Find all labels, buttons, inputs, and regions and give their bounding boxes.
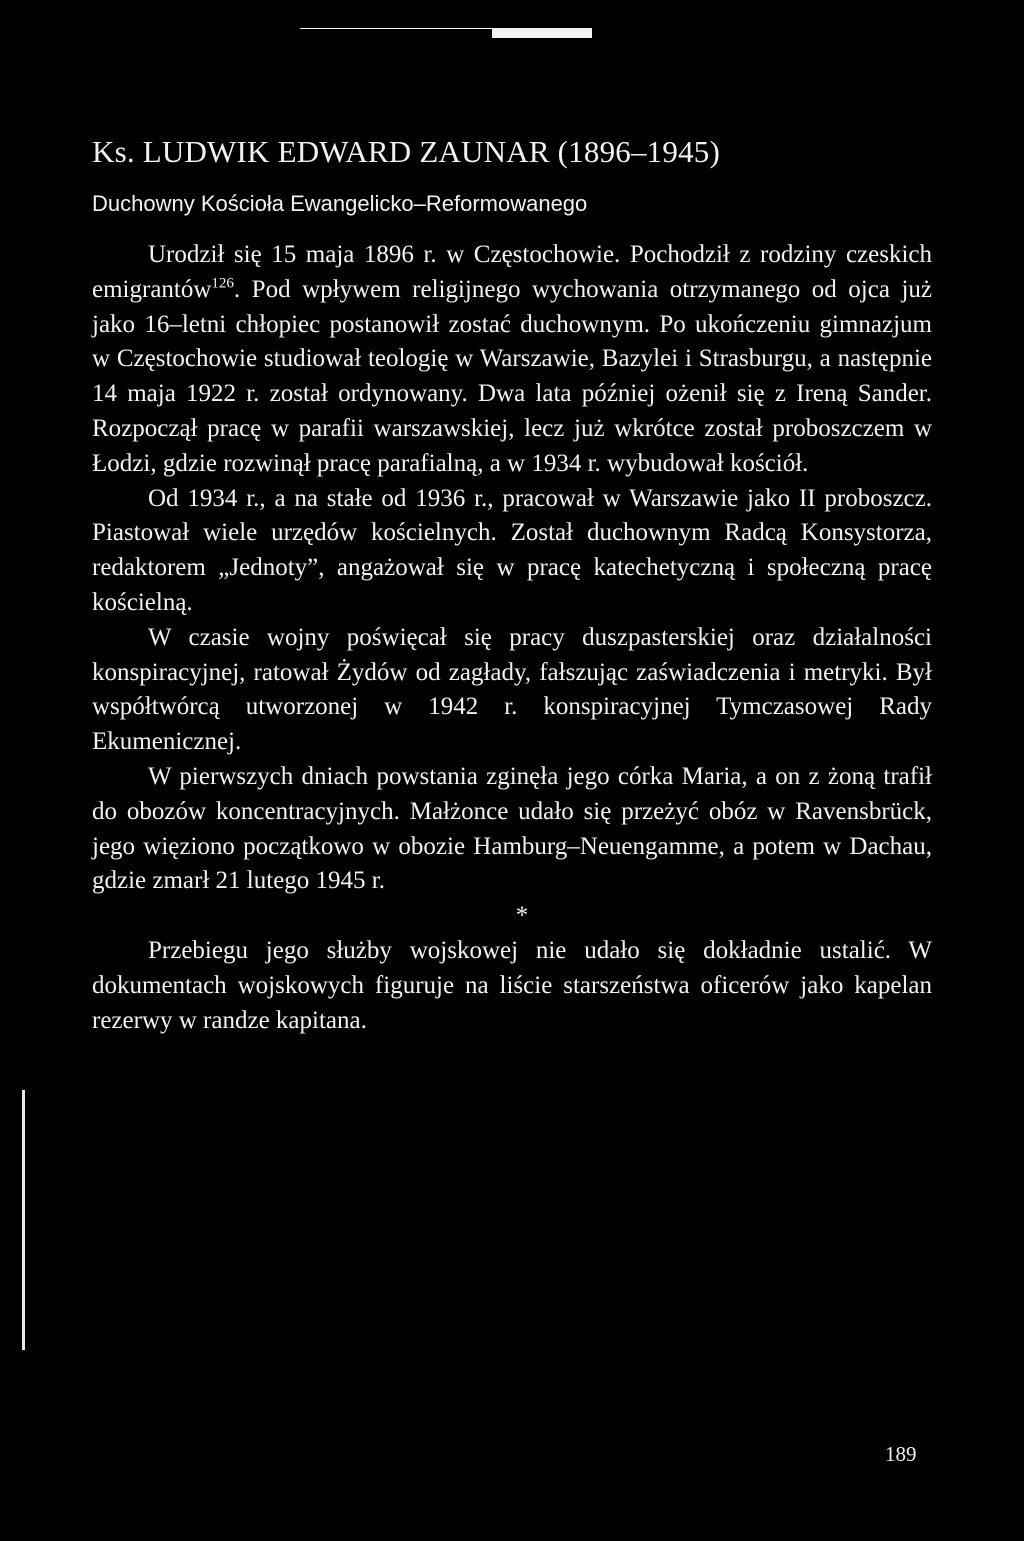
paragraph-1-text-b: . Pod wpływem religijnego wychowania otrzymanego od ojca już jako 16–letni chłopiec postanowił zostać duchownym. Po ukończeniu gimnazjum w Częstochowie studiował teologię w Warszawie, Bazylei i Strasburgu, a następnie 14 maja 1922 r. został ordynowany. Dwa lata później ożenił się z Ireną Sander. Rozpoczął pracę w parafii warszawskiej, lecz już wkrótce został proboszczem w Łodzi, gdzie rozwinął pracę parafialną, a w 1934 r. wybudował kościół.	[92, 275, 932, 477]
paragraph-1-text-a: Urodził się 15 maja 1896 r. w Częstochowie. Pochodził z rodziny czeskich emigrantów	[92, 241, 932, 303]
paragraph-1	[92, 238, 932, 482]
edge-line	[22, 1090, 25, 1350]
section-separator: *	[515, 902, 529, 930]
paragraph-5: Przebiegu jego służby wojskowej nie udało się dokładnie ustalić. W dokumentach wojskowych figuruje na liście starszeństwa oficerów jako kapelan rezerwy w randze kapitana.	[92, 936, 932, 1034]
page-title: Ks. LUDWIK EDWARD ZAUNAR (1896–1945)	[92, 134, 720, 169]
paragraph-4: W pierwszych dniach powstania zginęła jego córka Maria, a on z żoną trafił do obozów koncentracyjnych. Małżonce udało się przeżyć obóz w Ravensbrück, jego więziono początkowo w obozie Hamburg–Neuengamme, a potem w Dachau, gdzie zmarł 21 lutego 1945 r.	[92, 762, 932, 895]
page-subtitle: Duchowny Kościoła Ewangelicko–Reformowanego	[92, 191, 588, 216]
page-number: 189	[885, 1442, 917, 1466]
top-rule	[300, 28, 592, 39]
page-content	[92, 132, 932, 1038]
article-body	[92, 238, 932, 1038]
footnote-marker: 126	[211, 275, 234, 292]
paragraph-3: W czasie wojny poświęcał się pracy duszpasterskiej oraz działalności konspiracyjnej, ratował Żydów od zagłady, fałszując zaświadczenia i metryki. Był współtwórcą utworzonej w 1942 r. konspiracyjnej Tymczasowej Rady Ekumenicznej.	[92, 623, 932, 756]
paragraph-2: Od 1934 r., a na stałe od 1936 r., pracował w Warszawie jako II proboszcz. Piastował wiele urzędów kościelnych. Został duchownym Radcą Konsystorza, redaktorem „Jednoty”, angażował się w pracę katechetyczną i społeczną pracę kościelną.	[92, 484, 932, 616]
